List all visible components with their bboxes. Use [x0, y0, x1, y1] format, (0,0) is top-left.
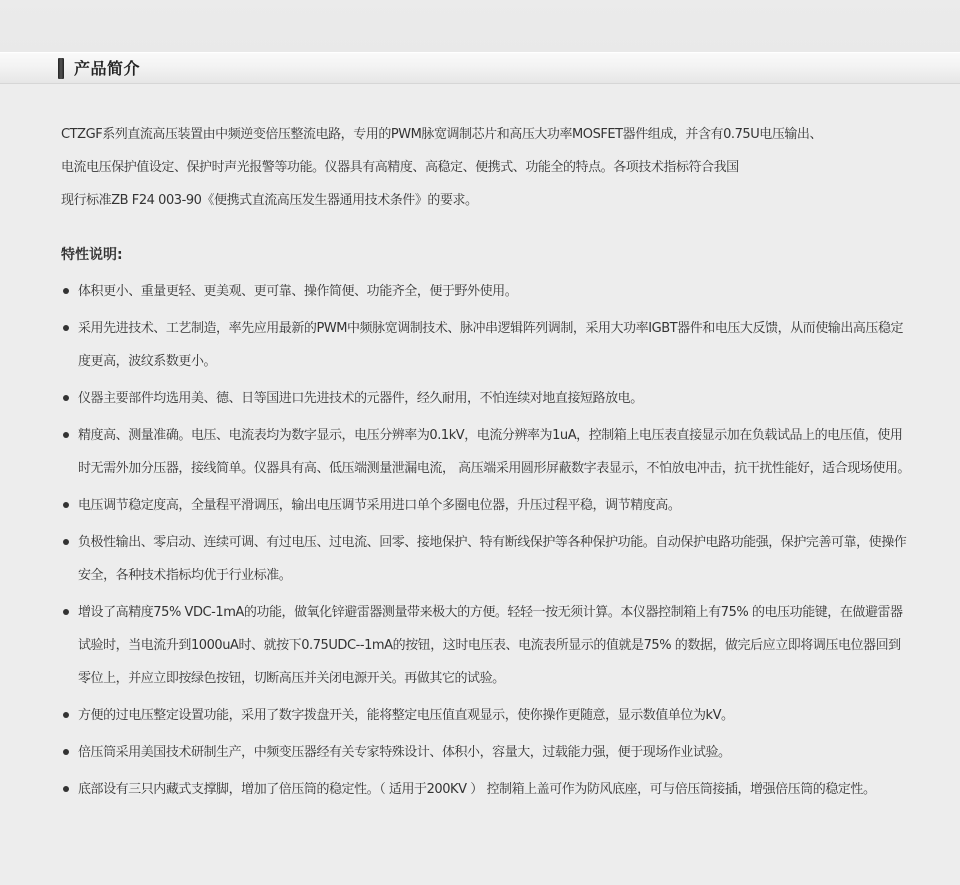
- page-title: 产品简介: [74, 59, 141, 78]
- product-description: [61, 118, 911, 810]
- features-heading: 特性说明:: [61, 247, 123, 263]
- list-item-text: 方便的过电压整定设置功能，采用了数字拨盘开关，能将整定电压值直观显示，使你操作更随意，显示数值单位为kV。: [78, 708, 734, 723]
- list-item: [61, 773, 911, 806]
- bullet-icon: [63, 502, 69, 508]
- list-item: [61, 736, 911, 769]
- list-item-text: 增设了高精度75% VDC-1mA的功能，做氧化锌避雷器测量带来极大的方便。轻轻一按无须计算。本仪器控制箱上有75% 的电压功能键，在做避雷器试验时，当电流升到1000uA时、就按下0.75UDC--1mA的按钮，这时电压表、电流表所显示的值就是75% 的数据，做完后应立即将调压电位器回到零位上，并应立即按绿色按钮，切断高压并关闭电源开关。再做其它的试验。: [78, 605, 903, 686]
- list-item: [61, 699, 911, 732]
- bullet-icon: [63, 712, 69, 718]
- header-bar-icon: [58, 58, 64, 79]
- list-item: [61, 312, 911, 378]
- bullet-icon: [63, 395, 69, 401]
- list-item: [61, 419, 911, 485]
- bullet-icon: [63, 786, 69, 792]
- intro-line: CTZGF系列直流高压装置由中频逆变倍压整流电路，专用的PWM脉宽调制芯片和高压大功率MOSFET器件组成，并含有0.75U电压输出、: [61, 127, 823, 142]
- section-header: [0, 52, 960, 84]
- list-item-text: 精度高、测量准确。电压、电流表均为数字显示，电压分辨率为0.1kV，电流分辨率为1uA，控制箱上电压表直接显示加在负载试品上的电压值，使用时无需外加分压器，接线简单。仪器具有高、低压端测量泄漏电流， 高压端采用圆形屏蔽数字表显示，不怕放电冲击，抗干扰性能好，适合现场使用。: [78, 428, 910, 476]
- bullet-icon: [63, 288, 69, 294]
- bullet-icon: [63, 432, 69, 438]
- list-item-text: 采用先进技术、工艺制造，率先应用最新的PWM中频脉宽调制技术、脉冲串逻辑阵列调制，采用大功率IGBT器件和电压大反馈，从而使输出高压稳定度更高，波纹系数更小。: [78, 321, 904, 369]
- list-item: [61, 382, 911, 415]
- list-item-text: 倍压筒采用美国技术研制生产，中频变压器经有关专家特殊设计、体积小，容量大，过载能力强，便于现场作业试验。: [78, 745, 731, 760]
- intro-line: 电流电压保护值设定、保护时声光报警等功能。仪器具有高精度、高稳定、便携式、功能全的特点。各项技术指标符合我国: [61, 160, 739, 175]
- top-band: [0, 0, 960, 52]
- bullet-icon: [63, 325, 69, 331]
- list-item: [61, 275, 911, 308]
- intro-line: 现行标准ZB F24 003-90《便携式直流高压发生器通用技术条件》的要求。: [61, 193, 478, 208]
- features-list: [61, 275, 911, 806]
- list-item-text: 电压调节稳定度高，全量程平滑调压，输出电压调节采用进口单个多圈电位器，升压过程平稳，调节精度高。: [78, 498, 681, 513]
- bullet-icon: [63, 749, 69, 755]
- list-item: [61, 489, 911, 522]
- list-item-text: 底部设有三只内藏式支撑脚，增加了倍压筒的稳定性。（ 适用于200KV ） 控制箱上盖可作为防风底座，可与倍压筒接插，增强倍压筒的稳定性。: [78, 782, 876, 797]
- list-item-text: 仪器主要部件均选用美、德、日等国进口先进技术的元器件，经久耐用，不怕连续对地直接短路放电。: [78, 391, 643, 406]
- list-item-text: 负极性输出、零启动、连续可调、有过电压、过电流、回零、接地保护、特有断线保护等各种保护功能。自动保护电路功能强，保护完善可靠，使操作安全，各种技术指标均优于行业标准。: [78, 535, 907, 583]
- bullet-icon: [63, 539, 69, 545]
- bullet-icon: [63, 609, 69, 615]
- list-item: [61, 526, 911, 592]
- list-item-text: 体积更小、重量更轻、更美观、更可靠、操作简便、功能齐全，便于野外使用。: [78, 284, 518, 299]
- list-item: [61, 596, 911, 695]
